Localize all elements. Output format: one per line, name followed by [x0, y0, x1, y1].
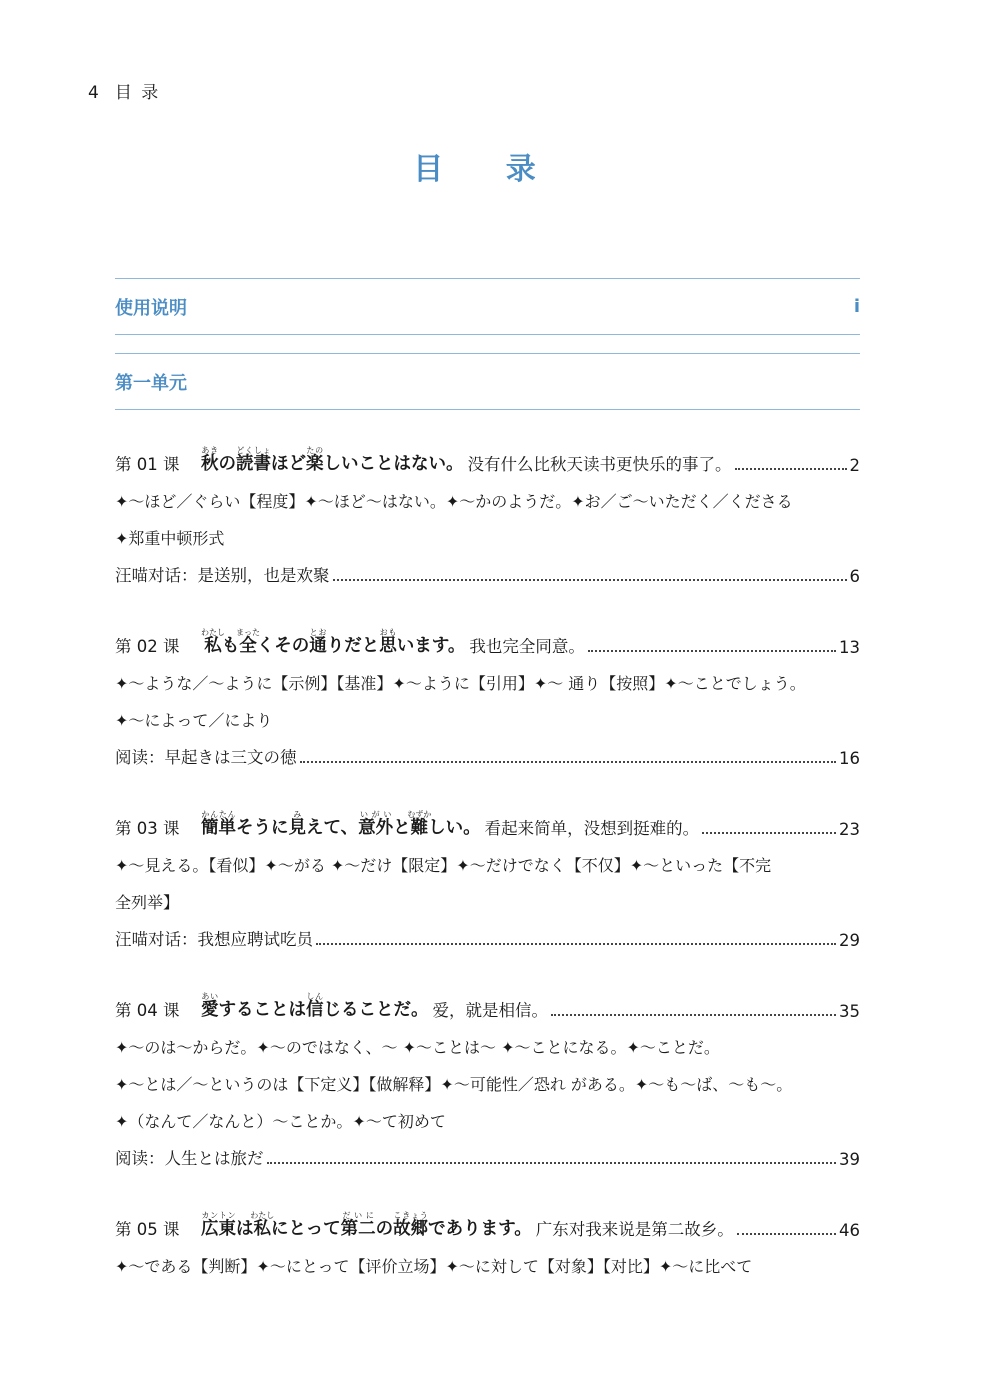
- extra-line[interactable]: [115, 913, 860, 950]
- extra-label: 阅读：早起きは三文の徳: [115, 748, 297, 767]
- leader-dots: [316, 943, 836, 945]
- extra-line[interactable]: [115, 549, 860, 586]
- extra-label: 汪喵对话：我想应聘试吃员: [115, 930, 313, 949]
- toc-content: [115, 278, 860, 1277]
- leader-dots: [588, 650, 836, 652]
- lesson-title-line[interactable]: [115, 802, 860, 839]
- lesson-number: 第 04 课: [115, 1001, 180, 1020]
- lesson-05: [115, 1203, 860, 1277]
- lesson-title-line[interactable]: [115, 620, 860, 657]
- lesson-cn-title: 爱，就是相信。: [432, 1001, 548, 1020]
- leader-dots: [702, 832, 836, 834]
- extra-page: 29: [839, 931, 860, 950]
- grammar-line: ✦～ような／～ように【示例】【基准】✦～ように【引用】✦～ 通り【按照】✦～ことでしょう。: [115, 674, 806, 693]
- section-usage[interactable]: [115, 278, 860, 335]
- extra-page: 16: [839, 749, 860, 768]
- grammar-line: 全列举】: [115, 893, 180, 912]
- lesson-page: 46: [839, 1221, 860, 1240]
- extra-label: 汪喵对话：是送别，也是欢聚: [115, 566, 330, 585]
- lesson-cn-title: 我也完全同意。: [469, 637, 585, 656]
- lesson-title-line[interactable]: [115, 438, 860, 475]
- lesson-number: 第 03 课: [115, 819, 180, 838]
- lesson-page: 2: [849, 456, 860, 475]
- lesson-page: 35: [839, 1002, 860, 1021]
- page-number: 4: [88, 83, 101, 103]
- grammar-line: ✦郑重中顿形式: [115, 529, 225, 548]
- leader-dots: [735, 468, 847, 470]
- extra-page: 6: [849, 567, 860, 586]
- lesson-number: 第 02 课: [115, 637, 180, 656]
- leader-dots: [267, 1162, 837, 1164]
- lesson-cn-title: 没有什么比秋天读书更快乐的事了。: [467, 455, 732, 474]
- extra-label: 阅读：人生とは旅だ: [115, 1149, 264, 1168]
- running-head: [88, 78, 174, 103]
- lesson-title-line[interactable]: [115, 1203, 860, 1240]
- extra-line[interactable]: [115, 731, 860, 768]
- page-title: 目 录: [413, 152, 562, 187]
- grammar-line: ✦（なんて／なんと）～ことか。✦～て初めて: [115, 1112, 446, 1131]
- lesson-title-line[interactable]: [115, 984, 860, 1021]
- grammar-line: ✦～によって／により: [115, 711, 273, 730]
- leader-dots: [737, 1233, 836, 1235]
- section-unit-1[interactable]: [115, 353, 860, 410]
- grammar-line: ✦～のは～からだ。✦～のではなく、～ ✦～ことは～ ✦～ことになる。✦～ことだ。: [115, 1038, 720, 1057]
- lesson-04: [115, 984, 860, 1169]
- lesson-03: [115, 802, 860, 950]
- lesson-cn-title: 广东对我来说是第二故乡。: [535, 1220, 734, 1239]
- lesson-page: 13: [839, 638, 860, 657]
- lesson-cn-title: 看起来简单，没想到挺难的。: [484, 819, 700, 838]
- leader-dots: [551, 1014, 836, 1016]
- leader-dots: [333, 579, 847, 581]
- lesson-jp-title: 秋あきの読書どくしょほど楽たのしいことはない。: [201, 446, 464, 474]
- lesson-number: 第 01 课: [115, 455, 180, 474]
- lesson-jp-title: 私わたしも全まったくその通とおりだと思おもいます。: [201, 628, 466, 656]
- lesson-number: 第 05 课: [115, 1220, 180, 1239]
- lesson-jp-title: 広東カントンは私わたしにとって第二だいにの故郷こきょうであります。: [201, 1211, 532, 1239]
- lesson-jp-title: 簡単かんたんそうに見みえて、意外いがいと難むずかしい。: [201, 810, 481, 838]
- extra-line[interactable]: [115, 1132, 860, 1169]
- lesson-jp-title: 愛あいすることは信しんじることだ。: [201, 992, 429, 1020]
- running-head-title: 目 录: [114, 83, 161, 103]
- section-page: i: [853, 296, 860, 317]
- grammar-line: ✦～見える。【看似】✦～がる ✦～だけ【限定】✦～だけでなく【不仅】✦～といった【不完: [115, 856, 772, 875]
- leader-dots: [300, 761, 837, 763]
- grammar-line: ✦～である【判断】✦～にとって【评价立场】✦～に対して【对象】【对比】✦～に比べて: [115, 1257, 753, 1276]
- lesson-01: [115, 438, 860, 586]
- extra-page: 39: [839, 1150, 860, 1169]
- lesson-02: [115, 620, 860, 768]
- grammar-line: ✦～とは／～というのは【下定义】【做解释】✦～可能性／恐れ がある。✦～も～ば、～も～。: [115, 1075, 793, 1094]
- grammar-line: ✦～ほど／ぐらい【程度】✦～ほど～はない。✦～かのようだ。✦お／ご～いただく／くださる: [115, 492, 793, 511]
- lesson-page: 23: [839, 820, 860, 839]
- section-label: 使用说明: [115, 297, 187, 319]
- section-label: 第一单元: [115, 372, 187, 394]
